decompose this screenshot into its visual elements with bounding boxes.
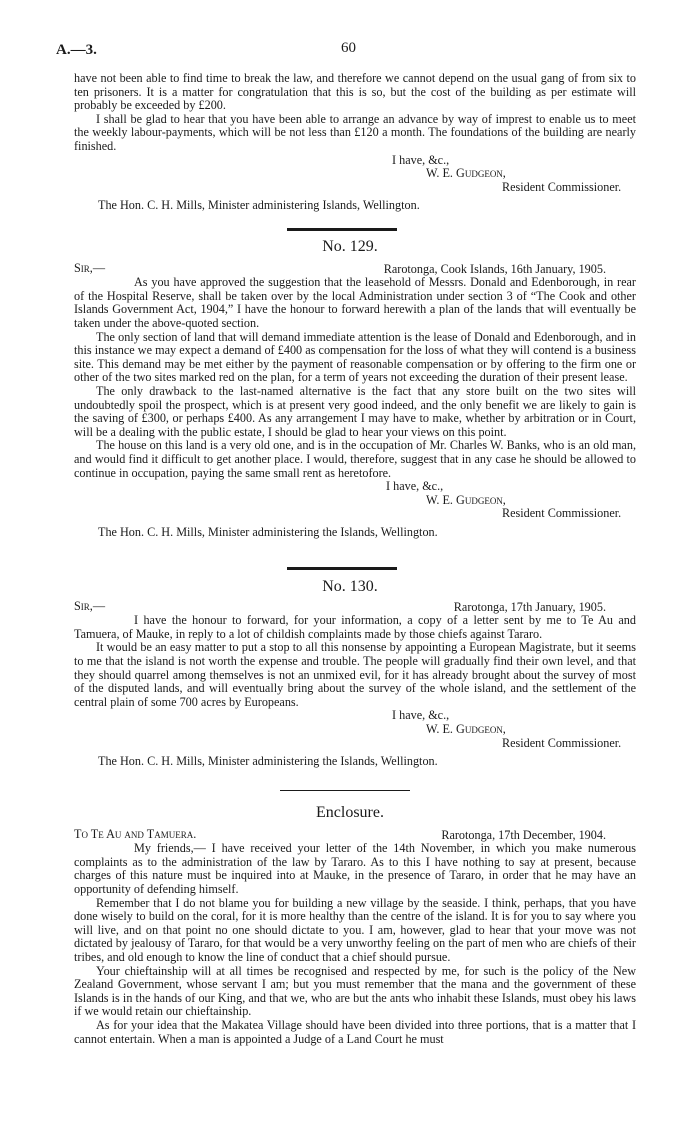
signatory-title: Resident Commissioner. (502, 179, 622, 194)
addressee: The Hon. C. H. Mills, Minister administering Islands, Wellington. (98, 198, 420, 213)
enclosure-letter (74, 828, 636, 1046)
paragraph: have not been able to find time to break the law, and therefore we cannot depend on the usual gang of from six to ten prisoners. It is a matter for congratulation that this is so, but the cost of the building as per estimate will probably be exceeded by £200. (74, 71, 636, 113)
dateline: Rarotonga, 17th January, 1905. (453, 599, 606, 614)
salutation: Sir,— (74, 261, 106, 275)
addressee: The Hon. C. H. Mills, Minister administering the Islands, Wellington. (98, 754, 438, 769)
paragraph: The only drawback to the last-named alternative is the fact that any store built on the two sites will undoubtedly spoil the prospect, which is at present very good indeed, and the only benefit we are likely to gain is the saving of £300, or perhaps £400. As any arrangement I may have to make, whether by arbitration or in Court, will be a dealing with the public estate, I should be glad to hear your views on this point. (74, 383, 636, 439)
paragraph: My friends,— I have received your letter of the 14th November, in which you make numerous complaints as to the administration of the law by Tararo. As to this I have nothing to say at present, because charges of this nature must be inquired into at Mauke, in the presence of Tararo, in order that he may have an opportunity of defending himself. (74, 841, 636, 896)
paragraph: As for your idea that the Makatea Village should have been divided into three portions, that is a matter that I cannot entertain. When a man is appointed a Judge of a Land Court he must (74, 1017, 636, 1046)
section-divider (287, 567, 397, 570)
letter-heading: No. 129. (322, 238, 378, 255)
closing: I have, &c., (392, 708, 450, 723)
paragraph: I have the honour to forward, for your information, a copy of a letter sent by me to Te Au and Tamuera, of Mauke, in reply to a lot of childish complaints made by those chiefs against Tararo. (74, 613, 636, 641)
letter-129 (74, 262, 636, 539)
signature: W. E. Gudgeon, (426, 166, 506, 181)
enclosure-heading: Enclosure. (316, 804, 384, 821)
salutation: Sir,— (74, 599, 106, 613)
enclosure-recipient: To Te Au and Tamuera. (74, 827, 197, 841)
paragraph: As you have approved the suggestion that the leasehold of Messrs. Donald and Edenborough, in rear of the Hospital Reserve, shall be taken over by the local Administration under section 3 of “The Cook and other Islands Government Act, 1904,” I have the honour to forward herewith a plan of the lands that will eventually be taken under the above-quoted section. (74, 275, 636, 330)
signature: W. E. Gudgeon, (426, 721, 506, 736)
closing: I have, &c., (392, 152, 450, 167)
letter-130 (74, 600, 636, 769)
dateline: Rarotonga, Cook Islands, 16th January, 1905. (383, 261, 606, 276)
signatory-title: Resident Commissioner. (502, 506, 622, 521)
paragraph: I shall be glad to hear that you have been able to arrange an advance by way of imprest to enable us to meet the weekly labour-payments, which will be not less than £120 a month. The foundations of the building are nearly finished. (74, 111, 636, 153)
paragraph: It would be an easy matter to put a stop to all this nonsense by appointing a European Magistrate, but it seems to me that the island is not worth the expense and trouble. The people will gradually find their own level, and that they should quarrel among themselves is not an unmixed evil, for it has already brought about the survey of most of the disputed lands, and will eventually bring about the survey of the whole island, and the settlement of the central plain of some 700 acres by Europeans. (74, 640, 636, 709)
paragraph: The house on this land is a very old one, and is in the occupation of Mr. Charles W. Banks, who is an old man, and would find it difficult to get another place. I would, therefore, suggest that in any case he should be allowed to continue in occupation, paying the same small rent as heretofore. (74, 438, 636, 480)
section-divider (287, 228, 397, 231)
letter-128-continuation (74, 72, 636, 213)
report-code: A.—3. (56, 42, 97, 58)
paragraph: Your chieftainship will at all times be recognised and respected by me, for such is the policy of the New Zealand Government, whose servant I am; but you must remember that the mana and the government of these Islands is in the hands of our King, and that we, who are but the ants who inhabit these Islands, must obey his laws if we would retain our chieftainship. (74, 963, 636, 1019)
page-number: 60 (341, 40, 356, 56)
closing: I have, &c., (386, 479, 444, 494)
section-divider (280, 790, 410, 791)
addressee: The Hon. C. H. Mills, Minister administering the Islands, Wellington. (98, 524, 438, 539)
dateline: Rarotonga, 17th December, 1904. (441, 827, 606, 842)
paragraph: The only section of land that will demand immediate attention is the lease of Donald and Edenborough, and in this instance we may expect a demand of £400 as compensation for the loss of what they will contend is a business site. This demand may be met either by the payment of reasonable compensation or by offering to the firm one or other of the two sites marked red on the plan, for a term of years not exceeding the duration of their present lease. (74, 329, 636, 385)
signature: W. E. Gudgeon, (426, 492, 506, 507)
paragraph: Remember that I do not blame you for building a new village by the seaside. I think, perhaps, that you have done wisely to build on the coral, for it is more healthy than the centre of the island. It is for you to say where you will live, and on that point no one should dictate to you. I am, however, glad to hear that your move was not dictated by jealousy of Tararo, for that would be a very unworthy feeling on the part of men who are chiefs of their tribes, and old enough to know the line of conduct that a chief should pursue. (74, 895, 636, 964)
letter-heading: No. 130. (322, 578, 378, 595)
signatory-title: Resident Commissioner. (502, 735, 622, 750)
